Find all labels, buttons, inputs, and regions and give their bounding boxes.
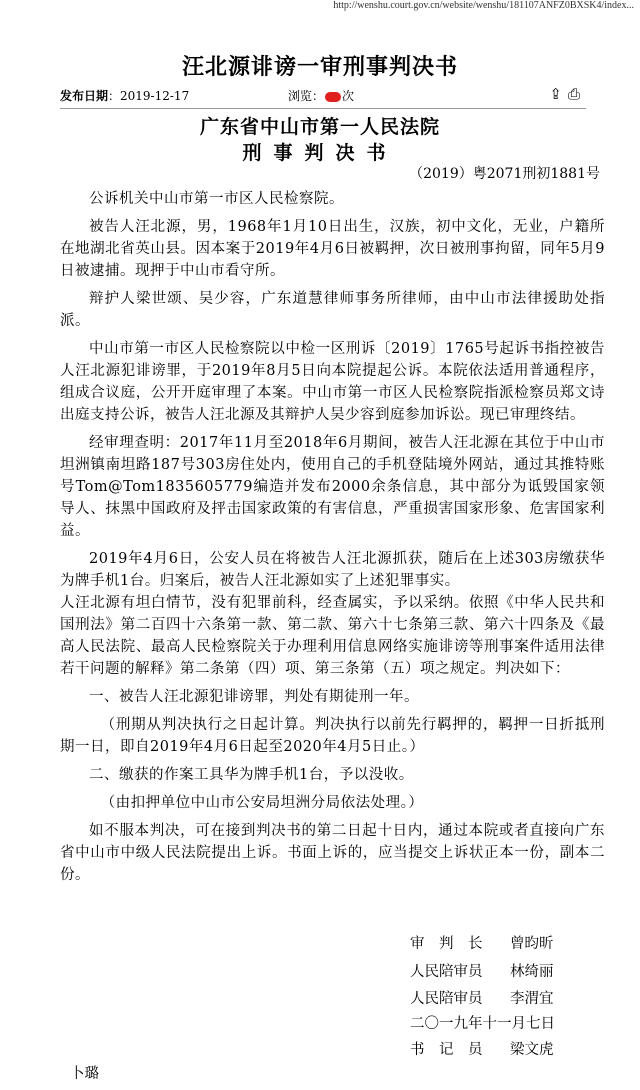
view-count-suffix: 次	[342, 89, 355, 103]
download-icon[interactable]: ⇪	[549, 85, 562, 103]
page-url: http://wenshu.court.gov.cn/website/wenshu/181107ANFZ0BXSK4/index...	[333, 0, 634, 11]
signature-juror-2: 人民陪审员 李渭宜	[410, 991, 554, 1007]
paragraph: 2019年4月6日，公安人员在将被告人汪北源抓获，随后在上述303房缴获华为牌手机1台。归案后，被告人汪北源如实了上述犯罪事实。	[60, 551, 605, 589]
verdict-item-2-note: （由扣押单位中山市公安局坦洲分局依法处理。）	[100, 795, 424, 811]
paragraph: 辩护人梁世颂、吴少容，广东道慧律师事务所律师，由中山市法律援助处指派。	[60, 291, 605, 329]
signature-presiding-judge: 审 判 长 曾昀昕	[410, 936, 554, 952]
paragraph-continued: 人汪北源有坦白情节，没有犯罪前科，经查属实，予以采纳。依照《中华人民共和国刑法》第二百四十六条第一款、第二款、第六十七条第三款、第六十四条及《最高人民法院、最高人民检察院关于办理利用信息网络实施诽谤等刑事案件适用法律若干问题的解释》第二条第（四）项、第三条第（五）项之规定。判决如下：	[60, 595, 605, 677]
verdict-item-1: 一、被告人汪北源犯诽谤罪，判处有期徒刑一年。	[89, 689, 419, 705]
case-number: （2019）粤2071刑初1881号	[409, 166, 600, 182]
meta-bar	[60, 82, 586, 109]
publish-date-label: 发布日期	[60, 89, 109, 103]
paragraph: 经审理查明：2017年11月至2018年6月期间，被告人汪北源在其位于中山市坦洲镇南坦路187号303房住处内，使用自己的手机登陆境外网站，通过其推特账号Tom@Tom1835605779编造并发布2000余条信息，其中部分为诋毁国家领导人、抹黑中国政府及抨击国家政策的有害信息，严重损害国家形象、危害国家利益。	[60, 435, 605, 539]
view-count	[288, 87, 354, 104]
court-name: 广东省中山市第一人民法院	[199, 116, 440, 138]
toolbar	[543, 85, 580, 103]
sign-date: 二〇一九年十一月七日	[410, 1016, 555, 1032]
paragraph: 被告人汪北源，男，1968年1月10日出生，汉族，初中文化，无业，户籍所在地湖北省英山县。因本案于2019年4月6日被羁押，次日被刑事拘留，同年5月9日被逮捕。现押于中山市看守所。	[60, 219, 605, 279]
publish-date	[60, 87, 189, 104]
print-icon[interactable]: ⎙	[567, 85, 580, 103]
paragraph: 公诉机关中山市第一市区人民检察院。	[89, 191, 344, 207]
verdict-item-2: 二、缴获的作案工具华为牌手机1台，予以没收。	[89, 767, 414, 783]
paragraph: 中山市第一市区人民检察院以中检一区刑诉〔2019〕1765号起诉书指控被告人汪北源犯诽谤罪，于2019年8月5日向本院提起公诉。本院依法适用普通程序，组成合议庭，公开开庭审理了本案。中山市第一市区人民检察院指派检察员郑文诗出庭支持公诉，被告人汪北源及其辩护人吴少容到庭参加诉讼。现已审理终结。	[60, 341, 605, 423]
publish-date-value: ：2019-12-17	[108, 89, 190, 103]
signature-clerk: 书 记 员 梁文虎	[410, 1042, 554, 1058]
verdict-item-1-note: （刑期从判决执行之日起计算。判决执行以前先行羁押的，羁押一日折抵刑期一日，即自2019年4月6日起至2020年4月5日止。）	[60, 717, 605, 755]
document-title: 汪北源诽谤一审刑事判决书	[181, 54, 458, 80]
document-type: 刑事判决书	[242, 142, 398, 164]
appeal-notice: 如不服本判决，可在接到判决书的第二日起十日内，通过本院或者直接向广东省中山市中级人民法院提出上诉。书面上诉的，应当提交上诉状正本一份，副本二份。	[60, 823, 605, 883]
trailer-text: 卜璐	[70, 1066, 99, 1082]
redacted-mark	[325, 92, 341, 102]
document-body	[60, 188, 605, 892]
signature-juror-1: 人民陪审员 林绮丽	[410, 964, 554, 980]
view-count-label: 浏览：	[288, 89, 325, 103]
